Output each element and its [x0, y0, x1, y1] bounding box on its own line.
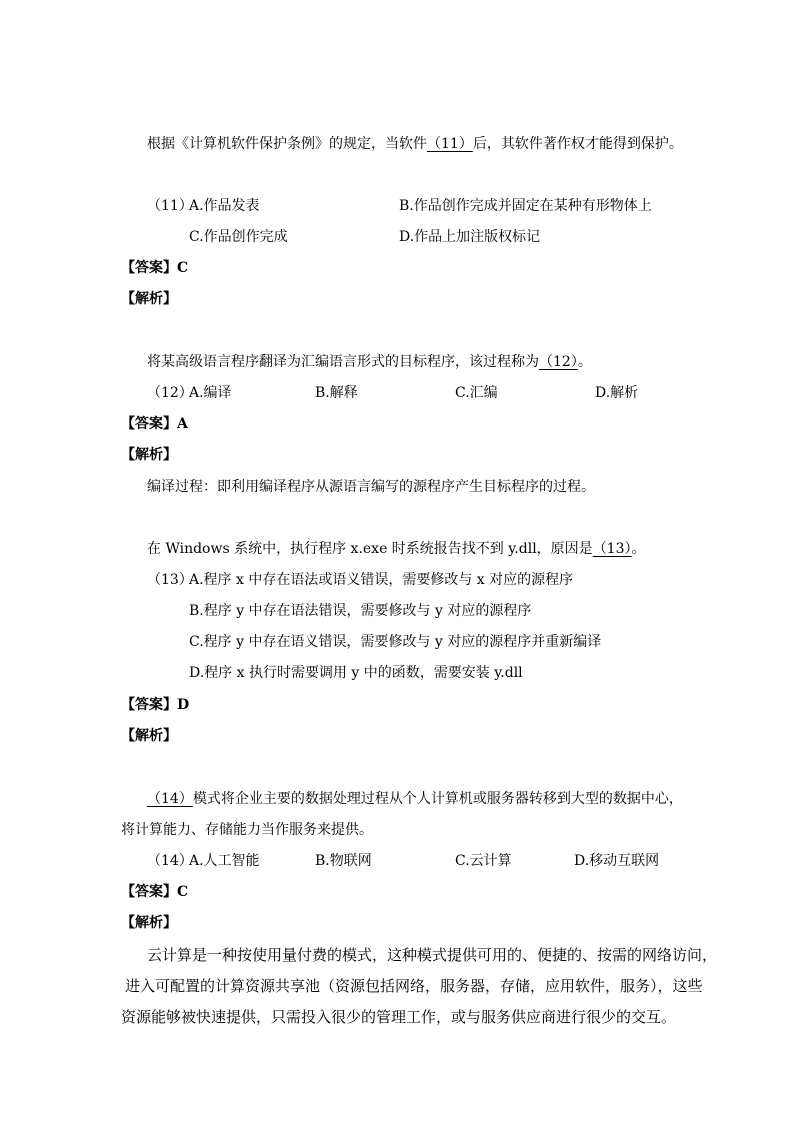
- option-a: A.作品发表: [189, 198, 260, 214]
- stem-continuation: 将计算能力、存储能力当作服务来提供。: [121, 822, 373, 838]
- stem-text: 后，其软件著作权才能得到保护。: [472, 136, 683, 152]
- option-d: D.程序 x 执行时需要调用 y 中的函数，需要安装 y.dll: [189, 665, 523, 681]
- stem-text: 模式将企业主要的数据处理过程从个人计算机或服务器转移到大型的数据中心，: [192, 791, 683, 807]
- answer-line: [121, 882, 188, 902]
- question-12-stem: [147, 352, 592, 372]
- analysis-text: 云计算是一种按使用量付费的模式，这种模式提供可用的、便捷的、按需的网络访问，: [147, 946, 718, 964]
- question-11-stem: [147, 134, 683, 154]
- analysis-label: 【解析】: [121, 728, 177, 744]
- option-d: D.移动互联网: [574, 853, 660, 869]
- option-a: A.人工智能: [189, 853, 260, 869]
- option-c: C.程序 y 中存在语义错误，需要修改与 y 对应的源程序并重新编译: [189, 634, 602, 650]
- answer-label: 【答案】: [121, 884, 177, 900]
- option-b: B.程序 y 中存在语法错误，需要修改与 y 对应的源程序: [189, 603, 532, 619]
- option-d: D.解析: [595, 385, 639, 401]
- option-a: A.编译: [189, 385, 232, 401]
- answer-value: A: [177, 416, 188, 432]
- option-c: C.汇编: [455, 385, 498, 401]
- option-b: B.解释: [315, 385, 358, 401]
- answer-label: 【答案】: [121, 416, 177, 432]
- question-number: （12）: [147, 385, 193, 401]
- analysis-text: 进入可配置的计算资源共享池（资源包括网络，服务器，存储，应用软件，服务），这些: [125, 977, 703, 995]
- analysis-label: 【解析】: [121, 447, 177, 463]
- answer-label: 【答案】: [121, 260, 177, 276]
- question-14-stem: [147, 789, 683, 809]
- answer-line: [121, 258, 188, 278]
- stem-text: 。: [631, 541, 646, 557]
- option-b: B.物联网: [315, 853, 372, 869]
- option-b: B.作品创作完成并固定在某种有形物体上: [399, 198, 652, 214]
- option-a: A.程序 x 中存在语法或语义错误，需要修改与 x 对应的源程序: [189, 572, 574, 588]
- answer-value: C: [177, 260, 189, 276]
- option-c: C.作品创作完成: [189, 229, 288, 245]
- answer-label: 【答案】: [121, 697, 177, 713]
- analysis-label: 【解析】: [121, 291, 177, 307]
- question-number: （14）: [147, 853, 193, 869]
- stem-text: 在 Windows 系统中，执行程序 x.exe 时系统报告找不到 y.dll，原因是: [147, 541, 593, 557]
- question-13-stem: [147, 539, 646, 559]
- stem-text: 根据《计算机软件保护条例》的规定，当软件: [147, 136, 427, 152]
- answer-value: C: [177, 884, 189, 900]
- option-c: C.云计算: [455, 853, 512, 869]
- answer-blank: （14）: [147, 791, 193, 807]
- question-number: （13）: [147, 572, 193, 588]
- stem-text: 将某高级语言程序翻译为汇编语言形式的目标程序，该过程称为: [147, 354, 539, 370]
- analysis-text: 编译过程：即利用编译程序从源语言编写的源程序产生目标程序的过程。: [147, 479, 595, 495]
- answer-blank: （13）: [592, 541, 632, 557]
- answer-value: D: [177, 697, 190, 713]
- answer-line: [121, 695, 189, 715]
- stem-text: 。: [577, 354, 592, 370]
- analysis-text: 资源能够被快速提供，只需投入很少的管理工作，或与服务供应商进行很少的交互。: [121, 1008, 677, 1026]
- answer-blank: （12）: [539, 354, 578, 370]
- answer-line: [121, 414, 188, 434]
- analysis-label: 【解析】: [121, 915, 177, 931]
- option-d: D.作品上加注版权标记: [399, 229, 541, 245]
- question-number: （11）: [147, 198, 193, 214]
- answer-blank: （11）: [427, 136, 473, 152]
